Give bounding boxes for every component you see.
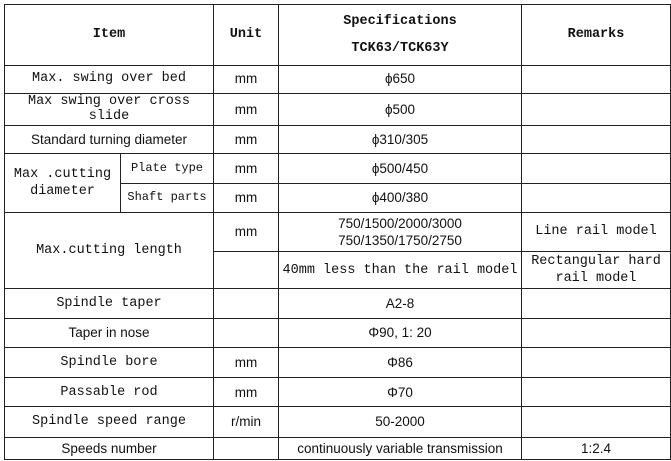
table-row — [5, 407, 671, 437]
unit-cell — [214, 252, 279, 289]
unit-cell: mm — [214, 378, 279, 407]
remark-line: Rectangular hard — [531, 254, 661, 270]
remark-cell — [522, 347, 671, 377]
spec-cell: Φ90, 1: 20 — [279, 318, 522, 347]
remark-cell — [522, 65, 671, 93]
spec-cell: continuously variable transmission — [279, 437, 522, 459]
unit-cell: mm — [214, 183, 279, 212]
spec-cell — [279, 212, 522, 251]
table-row — [5, 154, 671, 183]
remark-cell — [522, 183, 671, 212]
remark-cell — [522, 93, 671, 125]
group-cell-max-cutting-diameter — [5, 154, 121, 213]
remark-cell — [522, 252, 671, 289]
spec-cell: ϕ650 — [279, 65, 522, 93]
table-row — [5, 289, 671, 318]
spec-cell: Φ70 — [279, 378, 522, 407]
unit-cell — [214, 318, 279, 347]
remark-cell — [522, 126, 671, 154]
spec-table — [4, 4, 671, 460]
item-cell-max-cutting-length: Max.cutting length — [5, 212, 214, 289]
unit-cell: mm — [214, 347, 279, 377]
unit-cell: mm — [214, 65, 279, 93]
spec-cell: ϕ310/305 — [279, 126, 522, 154]
item-cell: Max swing over cross slide — [5, 93, 214, 125]
item-cell: Speeds number — [5, 437, 214, 459]
table-row — [5, 437, 671, 459]
table-row — [5, 318, 671, 347]
header-remarks: Remarks — [522, 5, 671, 66]
remark-cell — [522, 289, 671, 318]
spec-line: 750/1350/1750/2750 — [338, 232, 462, 248]
sub-item-cell: Shaft parts — [121, 183, 214, 212]
spec-cell: 50-2000 — [279, 407, 522, 437]
item-cell: Taper in nose — [5, 318, 214, 347]
header-row — [5, 5, 671, 66]
group-label-line: diameter — [30, 184, 95, 200]
unit-cell: r/min — [214, 407, 279, 437]
table-row — [5, 93, 671, 125]
remark-line: rail model — [555, 271, 637, 287]
sub-item-cell: Plate type — [121, 154, 214, 183]
group-label-line: Max .cutting — [13, 167, 112, 183]
unit-cell: mm — [214, 93, 279, 125]
unit-cell — [214, 289, 279, 318]
header-model: TCK63/TCK63Y — [351, 40, 449, 56]
table-row — [5, 212, 671, 251]
unit-cell — [214, 437, 279, 459]
table-row — [5, 347, 671, 377]
unit-cell: mm — [214, 154, 279, 183]
remark-cell — [522, 378, 671, 407]
table-row — [5, 65, 671, 93]
header-specifications-label: Specifications — [343, 13, 457, 29]
spec-cell: ϕ500/450 — [279, 154, 522, 183]
item-cell: Max. swing over bed — [5, 65, 214, 93]
remark-cell: 1:2.4 — [522, 437, 671, 459]
remark-cell — [522, 407, 671, 437]
unit-cell: mm — [214, 126, 279, 154]
table-row — [5, 126, 671, 154]
item-cell: Spindle speed range — [5, 407, 214, 437]
item-cell: Standard turning diameter — [5, 126, 214, 154]
header-specifications — [279, 5, 522, 66]
item-cell: Spindle taper — [5, 289, 214, 318]
item-cell: Passable rod — [5, 378, 214, 407]
spec-cell: ϕ400/380 — [279, 183, 522, 212]
spec-cell: ϕ500 — [279, 93, 522, 125]
remark-cell — [522, 318, 671, 347]
unit-cell: mm — [214, 212, 279, 251]
spec-cell: A2-8 — [279, 289, 522, 318]
table-row — [5, 378, 671, 407]
header-unit: Unit — [214, 5, 279, 66]
remark-cell: Line rail model — [522, 212, 671, 251]
header-item: Item — [5, 5, 214, 66]
item-cell: Spindle bore — [5, 347, 214, 377]
spec-line: 750/1500/2000/3000 — [338, 215, 462, 231]
spec-cell: Φ86 — [279, 347, 522, 377]
spec-cell: 40mm less than the rail model — [279, 252, 522, 289]
remark-cell — [522, 154, 671, 183]
